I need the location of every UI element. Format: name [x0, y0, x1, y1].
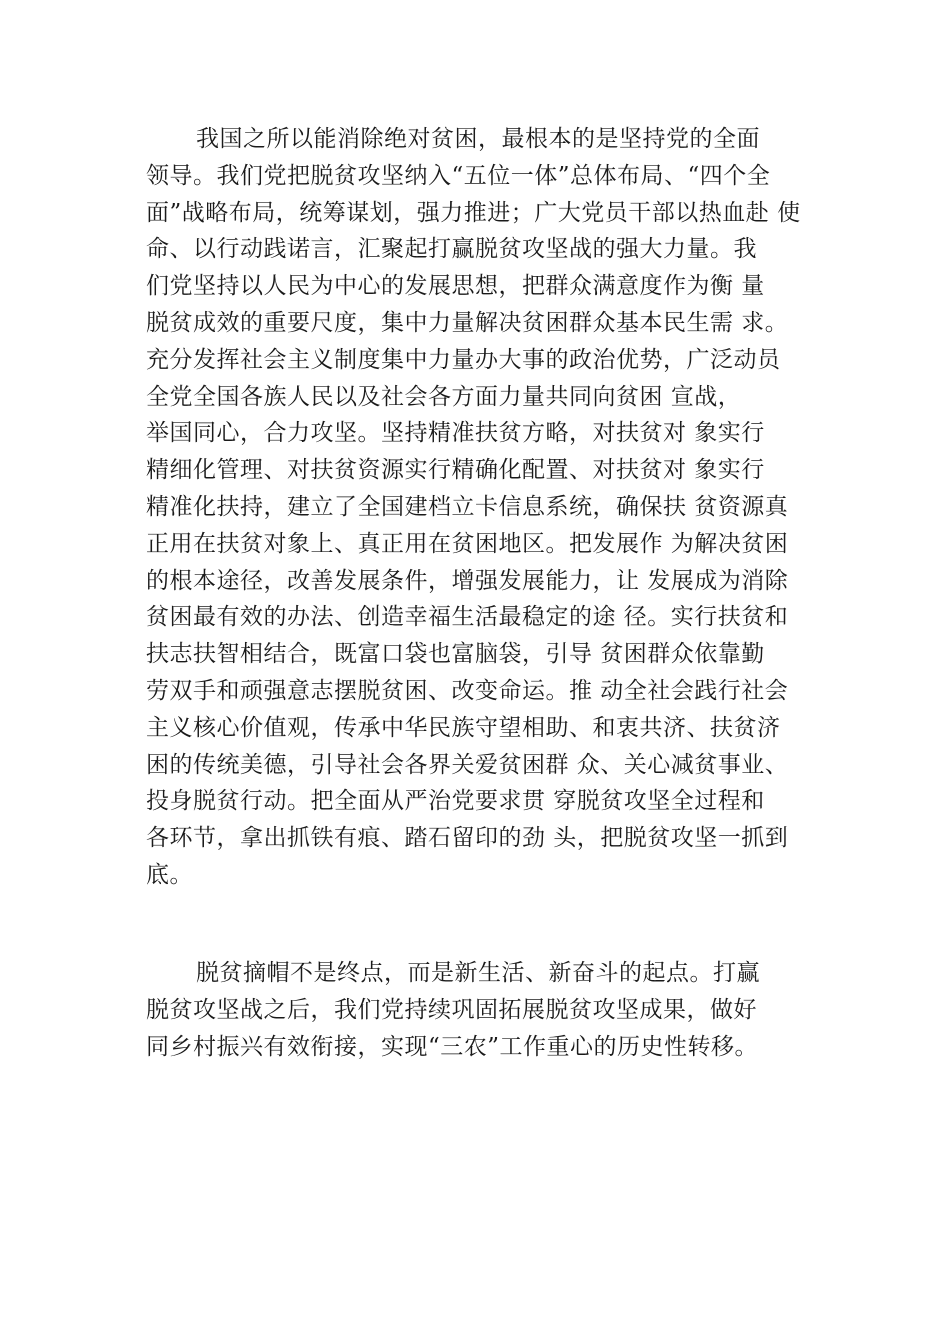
paragraph-line: 劳双手和顽强意志摆脱贫困、改变命运。推 动全社会践行社会: [146, 677, 789, 704]
paragraph-line: 领导。我们党把脱贫攻坚纳入“五位一体”总体布局、“四个全: [146, 162, 771, 189]
paragraph-line: 脱贫摘帽不是终点，而是新生活、新奋斗的起点。打赢: [196, 960, 760, 986]
paragraph-line: 的根本途径，改善发展条件，增强发展能力，让 发展成为消除: [146, 567, 789, 594]
paragraph-line: 各环节，拿出抓铁有痕、踏石留印的劲 头，把脱贫攻坚一抓到: [146, 825, 789, 852]
paragraph-2: [146, 955, 836, 1065]
paragraph-line: 同乡村振兴有效衔接，实现“三农”工作重心的历史性转移。: [146, 1033, 759, 1060]
paragraph-line: 们党坚持以人民为中心的发展思想，把群众满意度作为衡 量: [146, 273, 765, 300]
paragraph-line: 主义核心价值观，传承中华民族守望相助、和衷共济、扶贫济: [146, 714, 781, 741]
paragraph-line: 全党全国各族人民以及社会各方面力量共同向贫困 宣战，: [146, 383, 742, 410]
paragraph-line: 充分发挥社会主义制度集中力量办大事的政治优势，广泛动员: [146, 346, 781, 373]
paragraph-line: 扶志扶智相结合，既富口袋也富脑袋，引导 贫困群众依靠勤: [146, 641, 765, 668]
paragraph-line: 面”战略布局，统筹谋划，强力推进；广大党员干部以热血赴 使: [146, 199, 801, 226]
paragraph-line: 命、以行动践诺言，汇聚起打赢脱贫攻坚战的强大力量。我: [146, 236, 757, 263]
paragraph-line: 精细化管理、对扶贫资源实行精确化配置、对扶贫对 象实行: [146, 457, 765, 484]
paragraph-line: 脱贫成效的重要尺度，集中力量解决贫困群众基本民生需 求。: [146, 309, 789, 336]
paragraph-line: 我国之所以能消除绝对贫困，最根本的是坚持党的全面: [196, 126, 760, 152]
paragraph-line: 贫困最有效的办法、创造幸福生活最稳定的途 径。实行扶贫和: [146, 604, 789, 631]
paragraph-line: 困的传统美德，引导社会各界关爱贫困群 众、关心减贫事业、: [146, 751, 789, 778]
paragraph-line: 正用在扶贫对象上、真正用在贫困地区。把发展作 为解决贫困: [146, 530, 789, 557]
paragraph-line: 投身脱贫行动。把全面从严治党要求贯 穿脱贫攻坚全过程和: [146, 788, 765, 815]
paragraph-1: [146, 121, 836, 894]
paragraph-line: 脱贫攻坚战之后，我们党持续巩固拓展脱贫攻坚成果，做好: [146, 996, 757, 1023]
paragraph-line: 精准化扶持，建立了全国建档立卡信息系统，确保扶 贫资源真: [146, 493, 789, 520]
paragraph-line: 底。: [146, 861, 193, 888]
paragraph-line: 举国同心，合力攻坚。坚持精准扶贫方略，对扶贫对 象实行: [146, 420, 765, 447]
